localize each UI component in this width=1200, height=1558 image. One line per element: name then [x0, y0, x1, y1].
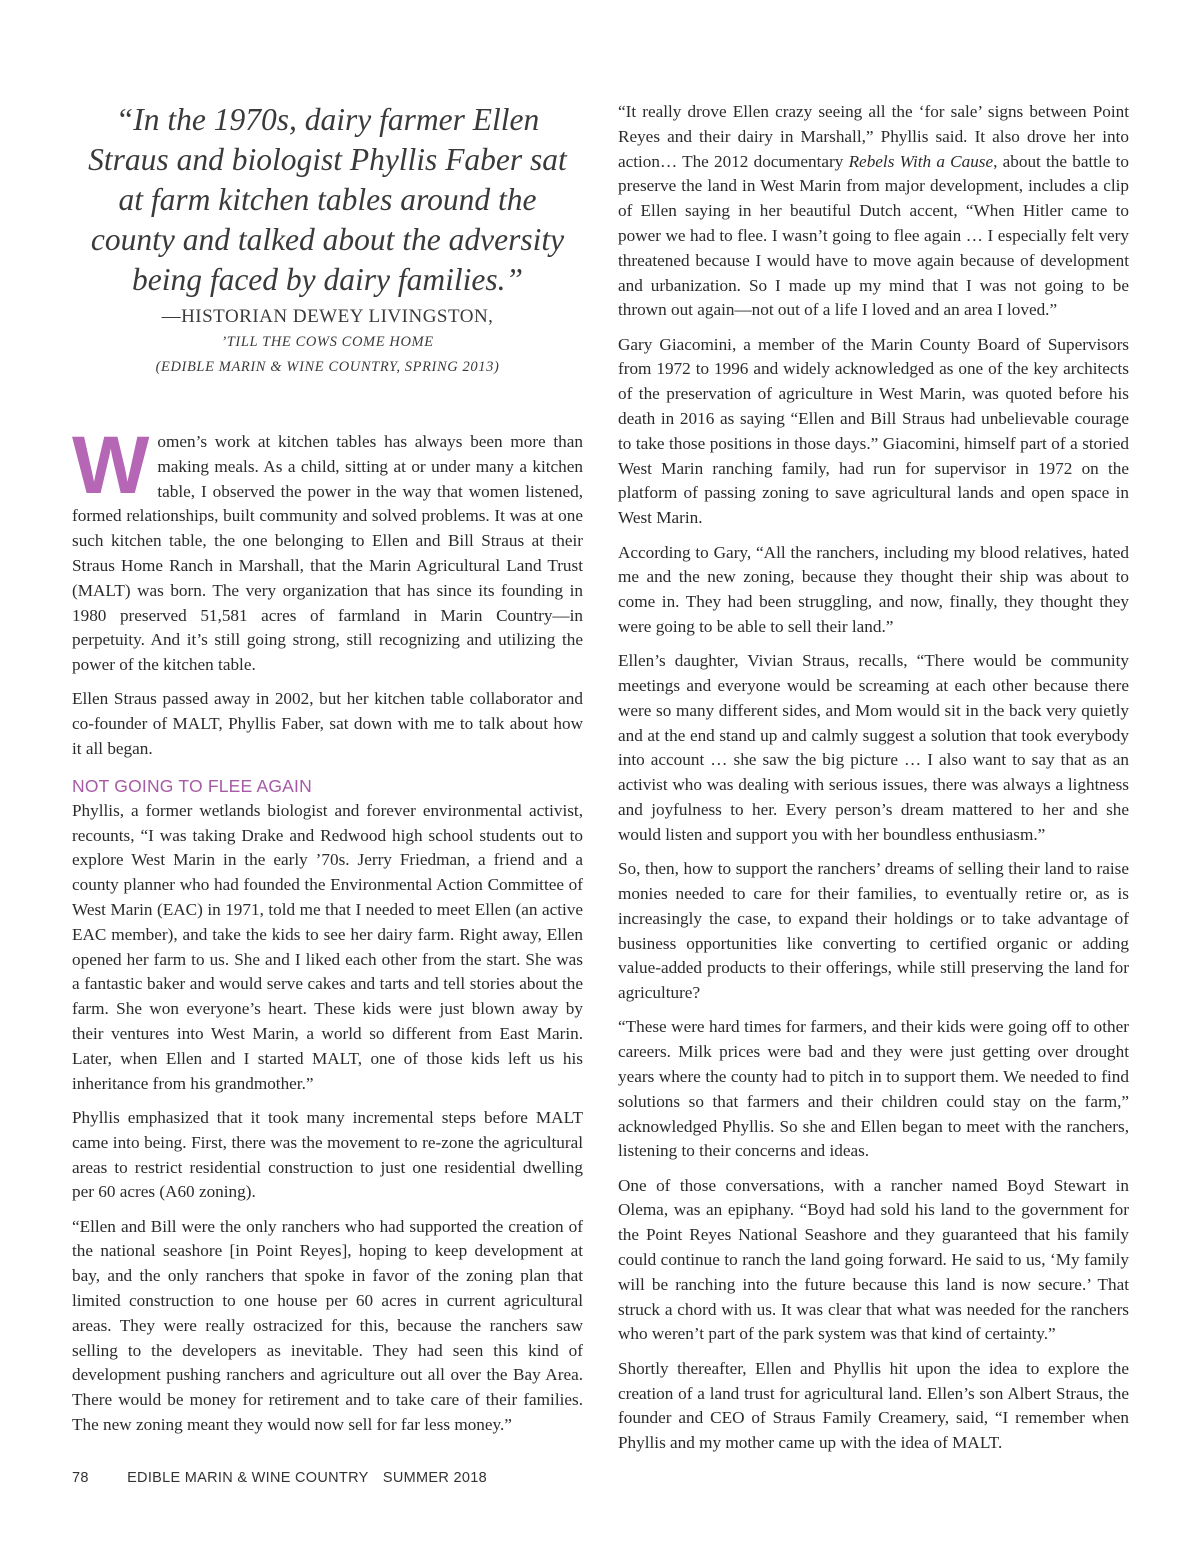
intro-text: omen’s work at kitchen tables has always been more than making meals. As a child, sitting at or under many a kitchen table, I observed the power in the way that women listened, formed relationships, built community and solved problems. It was at one such kitchen table, the one belonging to Ellen and Bill Straus at their Straus Home Ranch in Marshall, that the Marin Agricultural Land Trust (MALT) was born. The very organization that has since its founding in 1980 preserved 51,581 acres of farmland in Marin Country—in perpetuity. And it’s still going strong, still recognizing and utilizing the power of the kitchen table.: [72, 432, 583, 675]
pull-quote-source-publication: (EDIBLE MARIN & WINE COUNTRY, SPRING 2013): [155, 359, 500, 375]
page-footer: [72, 1470, 521, 1486]
pull-quote-source-title: ’TILL THE COWS COME HOME: [221, 334, 434, 350]
paragraph: Ellen’s daughter, Vivian Straus, recalls, “There would be community meetings and everyone would be screaming at each other because there were so many different sides, and Mom would sit in the back very quietly and at the end stand up and calmly suggest a solution that took everybody into account … she saw the big picture … I also want to say that as an activist who was dealing with serious issues, there was always a lightness and joyfulness to her. Every person’s dream mattered to her and she would listen and support you with her boundless enthusiasm.”: [618, 651, 1129, 844]
drop-cap: W: [72, 420, 150, 511]
section-heading: NOT GOING TO FLEE AGAIN: [72, 775, 312, 796]
paragraph: Phyllis, a former wetlands biologist and forever environmental activist, recounts, “I was taking Drake and Redwood high school students out to explore West Marin in the early ’70s. Jerry Friedman, a friend and a county planner who had founded the Environmental Action Committee of West Marin (EAC) in 1971, told me that I needed to meet Ellen (an active EAC member), and take the kids to see her dairy farm. Right away, Ellen opened her farm to us. She and I liked each other from the start. She was a fantastic baker and would serve cakes and tarts and tell stories about the farm. She won everyone’s heart. These kids were just blown away by their ventures into West Marin, a world so different from East Marin. Later, when Ellen and I started MALT, one of those kids left us his inheritance from his grandmother.”: [72, 800, 583, 1093]
paragraph: One of those conversations, with a rancher named Boyd Stewart in Olema, was an epiphany. “Boyd had sold his land to the government for the Point Reyes National Seashore and they guaranteed that his family could continue to ranch the land going forward. He said to us, ‘My family will be ranching into the future because this land is now secure.’ That struck a chord with us. It was clear that what was needed for the ranchers who weren’t part of the park system was that kind of certainty.”: [618, 1175, 1129, 1344]
pull-quote-text: “In the 1970s, dairy farmer Ellen Straus and biologist Phyllis Faber sat at farm kitchen tables around the county and talked about the adversity being faced by dairy families.”: [88, 102, 567, 297]
paragraph: Phyllis emphasized that it took many incremental steps before MALT came into being. First, there was the movement to re-zone the agricultural areas to restrict residential construction to just one residential dwelling per 60 acres (A60 zoning).: [72, 1107, 583, 1202]
paragraph: “These were hard times for farmers, and their kids were going off to other careers. Milk prices were bad and they were just getting over drought years where the county had to pitch in to support them. We needed to find solutions so that farmers and their children could stay on the farm,” acknowledged Phyllis. So she and Ellen began to meet with the ranchers, listening to their concerns and ideas.: [618, 1017, 1129, 1161]
issue-date: SUMMER 2018: [382, 1470, 487, 1486]
paragraph: So, then, how to support the ranchers’ dreams of selling their land to raise monies needed to care for their families, to eventually retire or, as is increasingly the case, to expand their holdings or to take advantage of business opportunities like converting to certified organic or adding value-added products to their offerings, while still preserving the land for agriculture?: [618, 859, 1129, 1003]
paragraph: Ellen Straus passed away in 2002, but her kitchen table collaborator and co-founder of MALT, Phyllis Faber, sat down with me to talk about how it all began.: [72, 689, 583, 759]
film-title: Rebels With a Cause: [848, 151, 994, 171]
pull-quote-attribution: —HISTORIAN DEWEY LIVINGSTON,: [161, 306, 494, 327]
left-column: [72, 100, 583, 1447]
intro-paragraph: [72, 420, 583, 678]
page-number: 78: [72, 1470, 89, 1486]
paragraph-text-b: , about the battle to preserve the land in West Marin from major development, includes a clip of Ellen saying in her beautiful Dutch accent, “When Hitler came to power we had to flee. I wasn’t going to flee again … I especially felt very threatened because I would have to move again because of development and urbanization. So I made up my mind that I was not going to be thrown out again—not out of a life I loved and an area I loved.”: [618, 151, 1129, 320]
pull-quote: [72, 100, 583, 380]
paragraph: “Ellen and Bill were the only ranchers who had supported the creation of the national seashore [in Point Reyes], hoping to keep development at bay, and the only ranchers that spoke in favor of the zoning plan that limited construction to one house per 60 acres in current agricultural areas. They were really ostracized for this, because the ranchers saw selling to the developers as inevitable. They had seen this kind of development pushing ranchers and agriculture out all over the Bay Area. There would be money for retirement and to take care of their families. The new zoning meant they would now sell for far less money.”: [72, 1216, 583, 1434]
publication-name: EDIBLE MARIN & WINE COUNTRY: [127, 1470, 369, 1486]
paragraph: Gary Giacomini, a member of the Marin County Board of Supervisors from 1972 to 1996 and widely acknowledged as one of the key architects of the preservation of agriculture in West Marin, was quoted before his death in 2016 as saying “Ellen and Bill Straus had unbelievable courage to take those positions in those days.” Giacomini, himself part of a storied West Marin ranching family, had run for supervisor in 1972 on the platform of passing zoning to save agricultural lands and open space in West Marin.: [618, 334, 1129, 528]
paragraph: According to Gary, “All the ranchers, including my blood relatives, hated me and the new zoning, because they thought their ship was about to come in. They had been struggling, and now, finally, they thought they were going to be able to sell their land.”: [618, 542, 1129, 636]
paragraph: [618, 100, 1129, 323]
right-column: [618, 100, 1129, 1465]
paragraph: Shortly thereafter, Ellen and Phyllis hit upon the idea to explore the creation of a land trust for agricultural land. Ellen’s son Albert Straus, the founder and CEO of Straus Family Creamery, said, “I remember when Phyllis and my mother came up with the idea of MALT.: [618, 1358, 1129, 1453]
paragraph-text-a: “It really drove Ellen crazy seeing all the ‘for sale’ signs between Point Reyes and their dairy in Marshall,” Phyllis said. It also drove her into action… The 2012 documentary: [618, 102, 1129, 171]
